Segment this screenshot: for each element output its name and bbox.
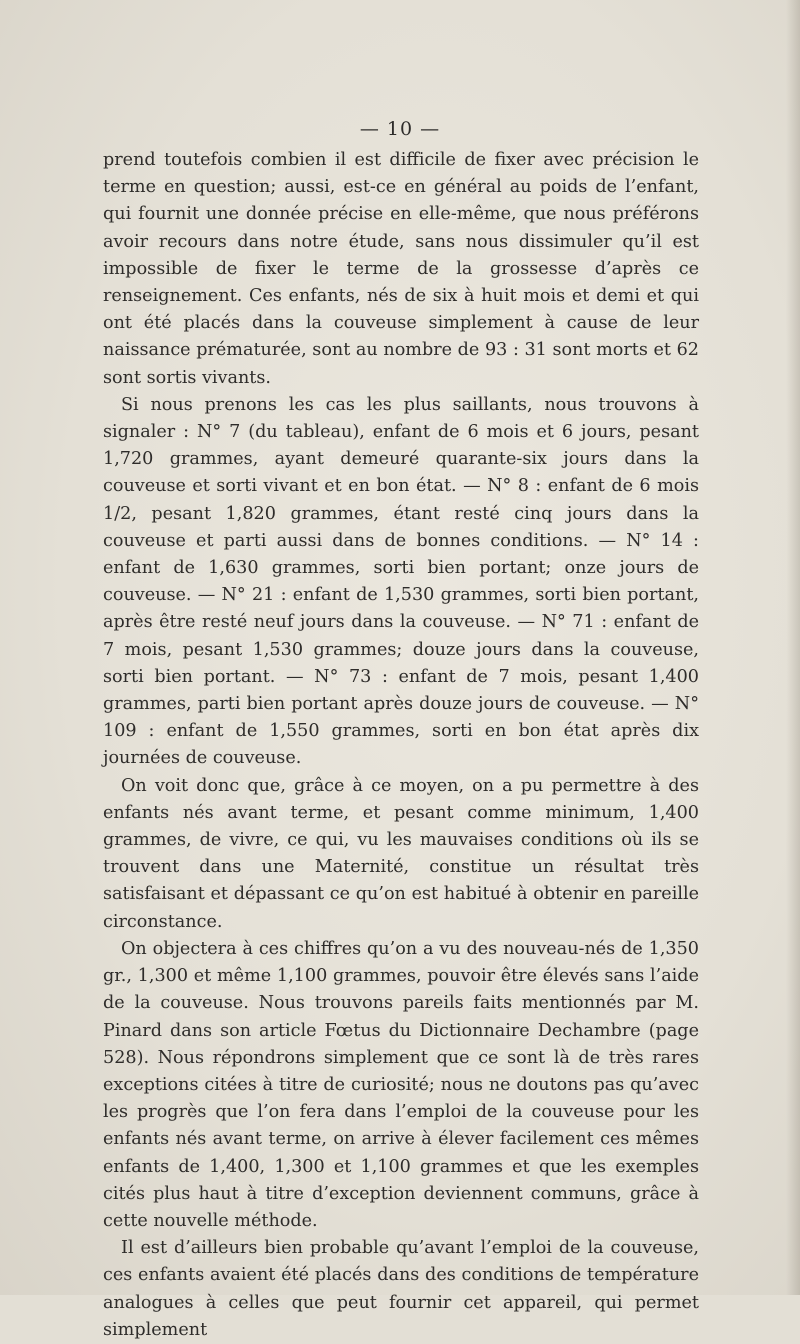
page-edge-shadow bbox=[786, 0, 800, 1295]
paragraph-conclusion: On voit donc que, grâce à ce moyen, on a pu permettre à des enfants nés avant terme, et pesant comme minimum, 1,400 grammes, de vivre, ce qui, vu les mauvaises conditions où ils se trouvent dans une Maternité, constitue un résultat très satisfaisant et dépassant ce qu’on est habitué à obtenir en pareille circonstance. bbox=[103, 775, 699, 932]
paragraph-cases: Si nous prenons les cas les plus saillants, nous trouvons à signaler : N° 7 (du tableau), enfant de 6 mois et 6 jours, pesant 1,720 grammes, ayant demeuré quarante-six jours dans la couveuse et sorti vivant et en bon état. — N° 8 : enfant de 6 mois 1/2, pesant 1,820 grammes, étant resté cinq jours dans la couveuse et parti aussi dans de bonnes conditions. — N° 14 : enfant de 1,630 grammes, sorti bien portant; onze jours de couveuse. — N° 21 : enfant de 1,530 grammes, sorti bien portant, après être resté neuf jours dans la couveuse. — N° 71 : enfant de 7 mois, pesant 1,530 grammes; douze jours dans la couveuse, sorti bien portant. — N° 73 : enfant de 7 mois, pesant 1,400 grammes, parti bien portant après douze jours de couveuse. — N° 109 : enfant de 1,550 grammes, sorti en bon état après dix journées de couveuse. bbox=[103, 394, 699, 769]
paragraph-probable: Il est d’ailleurs bien probable qu’avant l’emploi de la couveuse, ces enfants avaient été placés dans des conditions de température analogues à celles que peut fournir cet appareil, qui permet simplement bbox=[103, 1238, 699, 1340]
paragraph-continuation: prend toutefois combien il est difficile de fixer avec précision le terme en question; aussi, est-ce en général au poids de l’enfant, qui fournit une donnée précise en elle-même, que nous préférons avoir recours dans notre étude, sans nous dissimuler qu’il est impossible de fixer le terme de la grossesse d’après ce renseignement. Ces enfants, nés de six à huit mois et demi et qui ont été placés dans la couveuse simplement à cause de leur naissance prématurée, sont au nombre de 93 : 31 sont morts et 62 sont sortis vivants. bbox=[103, 150, 699, 388]
body-text bbox=[103, 147, 699, 1344]
paragraph-objection: On objectera à ces chiffres qu’on a vu des nouveau-nés de 1,350 gr., 1,300 et même 1,100 grammes, pouvoir être élevés sans l’aide de la couveuse. Nous trouvons pareils faits mentionnés par M. Pinard dans son article Fœtus du Dictionnaire Dechambre (page 528). Nous répondrons simplement que ce sont là de très rares exceptions citées à titre de curiosité; nous ne doutons pas qu’avec les progrès que l’on fera dans l’emploi de la couveuse pour les enfants nés avant terme, on arrive à élever facilement ces mêmes enfants de 1,400, 1,300 et 1,100 grammes et que les exemples cités plus haut à titre d’exception deviennent communs, grâce à cette nouvelle méthode. bbox=[103, 938, 699, 1231]
page-number: — 10 — bbox=[359, 118, 441, 140]
